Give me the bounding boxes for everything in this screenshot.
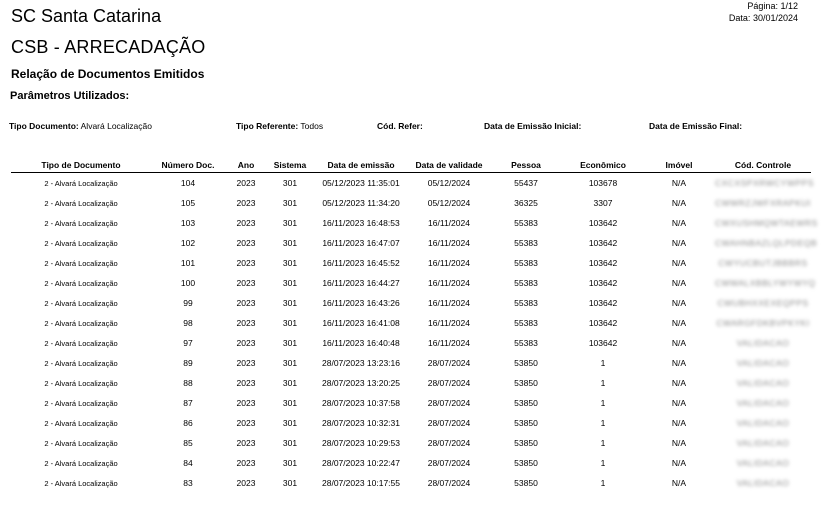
ano-cell: 2023 [236,458,256,468]
cod-controle-cell: VALIDACAO [736,338,790,348]
tipo-documento-cell: 2 - Alvará Localização [44,398,118,408]
sistema-cell: 301 [282,238,298,248]
column-header: Data de emissão [313,157,409,173]
imovel-cell: N/A [671,278,687,288]
tipo-documento-cell: 2 - Alvará Localização [44,218,118,228]
column-header: Sistema [267,157,313,173]
ano-cell: 2023 [236,418,256,428]
data-validade-cell: 16/11/2024 [428,318,470,328]
numero-doc-cell: 99 [183,298,193,308]
data-validade-cell: 28/07/2024 [427,478,471,488]
economico-cell: 103642 [588,278,618,288]
numero-doc-cell: 100 [180,278,196,288]
data-emissao-cell: 16/11/2023 16:44:27 [322,278,400,288]
date-value: 30/01/2024 [752,13,798,23]
tipo-documento-cell: 2 - Alvará Localização [44,198,118,208]
data-validade-cell: 16/11/2024 [428,298,470,308]
tipo-documento-cell: 2 - Alvará Localização [44,178,118,188]
cod-controle-cell: VALIDACAO [736,438,790,448]
imovel-cell: N/A [671,198,687,208]
numero-doc-cell: 105 [180,198,196,208]
tipo-documento-cell: 2 - Alvará Localização [44,318,118,328]
cod-controle-cell: VALIDACAO [736,418,790,428]
cod-controle-cell: VALIDACAO [736,378,790,388]
report-title: Relação de Documentos Emitidos [11,67,205,81]
table-row [11,413,811,433]
pessoa-cell: 55383 [514,298,538,308]
pessoa-cell: 53850 [514,418,538,428]
data-emissao-cell: 28/07/2023 10:32:31 [322,418,400,428]
economico-cell: 1 [600,418,606,428]
column-header: Pessoa [489,157,563,173]
tipo-documento-cell: 2 - Alvará Localização [44,258,118,268]
imovel-cell: N/A [671,358,687,368]
ano-cell: 2023 [236,198,256,208]
imovel-cell: N/A [671,178,687,188]
pessoa-cell: 53850 [514,438,538,448]
table-row [11,393,811,413]
sistema-cell: 301 [282,398,298,408]
table-row [11,173,811,194]
tipo-documento-cell: 2 - Alvará Localização [44,338,118,348]
sistema-cell: 301 [282,298,298,308]
economico-cell: 1 [600,398,606,408]
data-validade-cell: 05/12/2024 [427,198,471,208]
column-header: Ano [225,157,267,173]
sistema-cell: 301 [282,438,298,448]
filter-tipo-documento [9,121,152,131]
cod-controle-cell: VALIDACAO [736,478,790,488]
tipo-documento-cell: 2 - Alvará Localização [44,438,118,448]
tipo-documento-cell: 2 - Alvará Localização [44,478,118,488]
date-label: Data: [728,13,751,23]
numero-doc-cell: 86 [183,418,193,428]
sistema-cell: 301 [282,178,298,188]
tipo-documento-cell: 2 - Alvará Localização [44,458,118,468]
sistema-cell: 301 [282,458,298,468]
data-emissao-cell: 28/07/2023 10:37:58 [322,398,400,408]
ano-cell: 2023 [236,378,256,388]
cod-controle-cell: CWYUCBUTJBBBRS [718,258,808,268]
sistema-cell: 301 [282,278,298,288]
tipo-documento-cell: 2 - Alvará Localização [44,298,118,308]
filter-tipo-documento-label: Tipo Documento: [9,121,79,131]
page-value: 1/12 [780,1,798,11]
sistema-cell: 301 [282,338,298,348]
ano-cell: 2023 [236,358,256,368]
imovel-cell: N/A [671,218,687,228]
data-emissao-cell: 16/11/2023 16:48:53 [322,218,400,228]
page-label: Página: [747,1,778,11]
data-emissao-cell: 05/12/2023 11:35:01 [322,178,400,188]
economico-cell: 3307 [593,198,613,208]
cod-controle-cell: CXCXSPXRWCYWPPS [715,178,814,188]
data-validade-cell: 28/07/2024 [427,378,471,388]
imovel-cell: N/A [671,338,687,348]
organization-name: SC Santa Catarina [11,6,162,26]
data-validade-cell: 28/07/2024 [427,458,471,468]
numero-doc-cell: 87 [183,398,193,408]
table-row [11,213,811,233]
data-validade-cell: 28/07/2024 [427,438,471,448]
imovel-cell: N/A [671,318,687,328]
data-emissao-cell: 28/07/2023 13:23:16 [322,358,400,368]
data-emissao-cell: 16/11/2023 16:43:26 [322,298,400,308]
tipo-documento-cell: 2 - Alvará Localização [44,418,118,428]
ano-cell: 2023 [236,478,256,488]
data-validade-cell: 16/11/2024 [428,238,470,248]
parameters-title: Parâmetros Utilizados: [10,90,130,102]
numero-doc-cell: 84 [183,458,193,468]
imovel-cell: N/A [671,238,687,248]
numero-doc-cell: 101 [180,258,196,268]
documents-table [11,157,818,493]
economico-cell: 1 [600,358,606,368]
data-emissao-cell: 05/12/2023 11:34:20 [322,198,400,208]
ano-cell: 2023 [236,258,256,268]
system-title: CSB - ARRECADAÇÃO [11,37,206,57]
imovel-cell: N/A [671,298,687,308]
pessoa-cell: 55383 [514,338,538,348]
ano-cell: 2023 [236,278,256,288]
numero-doc-cell: 102 [180,238,196,248]
cod-controle-cell: CWUBHXXEXEQPPS [717,298,809,308]
page-info [729,0,798,12]
table-row [11,373,811,393]
filter-tipo-referente [236,121,323,131]
data-emissao-cell: 28/07/2023 10:17:55 [322,478,400,488]
economico-cell: 103642 [588,338,618,348]
economico-cell: 103642 [588,298,618,308]
ano-cell: 2023 [236,298,256,308]
numero-doc-cell: 85 [183,438,193,448]
numero-doc-cell: 103 [180,218,196,228]
table-header-row [11,157,811,173]
ano-cell: 2023 [236,338,256,348]
numero-doc-cell: 88 [183,378,193,388]
data-validade-cell: 05/12/2024 [427,178,471,188]
cod-controle-cell: VALIDACAO [736,358,790,368]
filter-data-inicial-label: Data de Emissão Inicial: [484,121,582,131]
imovel-cell: N/A [671,398,687,408]
pessoa-cell: 53850 [514,478,538,488]
numero-doc-cell: 104 [180,178,196,188]
pessoa-cell: 55383 [514,278,538,288]
economico-cell: 103642 [588,238,618,248]
report-meta [729,0,798,24]
filter-data-inicial [484,121,581,131]
economico-cell: 103642 [588,318,618,328]
economico-cell: 103642 [588,258,618,268]
data-validade-cell: 28/07/2024 [427,418,471,428]
table-row [11,293,811,313]
data-emissao-cell: 28/07/2023 10:22:47 [322,458,400,468]
pessoa-cell: 55437 [514,178,538,188]
cod-controle-cell: VALIDACAO [736,458,790,468]
table-row [11,353,811,373]
data-validade-cell: 16/11/2024 [428,258,470,268]
filter-data-final-label: Data de Emissão Final: [649,121,743,131]
data-emissao-cell: 16/11/2023 16:45:52 [322,258,400,268]
economico-cell: 1 [600,438,606,448]
numero-doc-cell: 97 [183,338,193,348]
cod-controle-cell: CWWRZJWFXRAPKUI [715,198,811,208]
table-row [11,453,811,473]
imovel-cell: N/A [671,438,687,448]
column-header: Cód. Controle [715,157,811,173]
filter-tipo-documento-value: Alvará Localização [80,121,152,131]
ano-cell: 2023 [236,318,256,328]
table-row [11,253,811,273]
data-validade-cell: 16/11/2024 [428,338,470,348]
table-body [11,173,818,494]
pessoa-cell: 36325 [514,198,538,208]
numero-doc-cell: 83 [183,478,193,488]
sistema-cell: 301 [282,358,298,368]
table-row [11,233,811,253]
column-header: Número Doc. [151,157,225,173]
sistema-cell: 301 [282,478,298,488]
data-emissao-cell: 16/11/2023 16:47:07 [322,238,400,248]
cod-controle-cell: VALIDACAO [736,398,790,408]
economico-cell: 1 [600,378,606,388]
data-emissao-cell: 16/11/2023 16:40:48 [322,338,400,348]
date-info [729,12,798,24]
filter-cod-refer [377,121,423,131]
ano-cell: 2023 [236,238,256,248]
pessoa-cell: 55383 [514,258,538,268]
data-emissao-cell: 28/07/2023 13:20:25 [322,378,400,388]
pessoa-cell: 53850 [514,378,538,388]
tipo-documento-cell: 2 - Alvará Localização [44,378,118,388]
sistema-cell: 301 [282,218,298,228]
column-header: Data de validade [409,157,489,173]
table-row [11,333,811,353]
imovel-cell: N/A [671,478,687,488]
ano-cell: 2023 [236,398,256,408]
table-row [11,313,811,333]
sistema-cell: 301 [282,318,298,328]
tipo-documento-cell: 2 - Alvará Localização [44,238,118,248]
pessoa-cell: 53850 [514,398,538,408]
table-row [11,193,811,213]
data-validade-cell: 28/07/2024 [427,398,471,408]
data-emissao-cell: 16/11/2023 16:41:08 [322,318,400,328]
pessoa-cell: 53850 [514,458,538,468]
filter-data-final [649,121,742,131]
cod-controle-cell: CWXUSHMQWTAEWRS [715,218,818,228]
filter-tipo-referente-value: Todos [300,121,324,131]
cod-controle-cell: CWWALXBBLYWYWYQ [715,278,816,288]
data-validade-cell: 16/11/2024 [428,278,470,288]
economico-cell: 103642 [588,218,618,228]
column-header: Tipo de Documento [11,157,151,173]
economico-cell: 1 [600,478,606,488]
sistema-cell: 301 [282,258,298,268]
imovel-cell: N/A [671,258,687,268]
imovel-cell: N/A [671,418,687,428]
column-header: Imóvel [643,157,715,173]
cod-controle-cell: CWARGFDKBVPKYKI [716,318,810,328]
pessoa-cell: 55383 [514,218,538,228]
table-row [11,433,811,453]
filter-tipo-referente-label: Tipo Referente: [236,121,299,131]
column-header: Econômico [563,157,643,173]
imovel-cell: N/A [671,378,687,388]
table-row [11,273,811,293]
ano-cell: 2023 [236,178,256,188]
sistema-cell: 301 [282,198,298,208]
tipo-documento-cell: 2 - Alvará Localização [44,358,118,368]
filter-cod-refer-label: Cód. Refer: [377,121,423,131]
pessoa-cell: 55383 [514,318,538,328]
economico-cell: 1 [600,458,606,468]
data-emissao-cell: 28/07/2023 10:29:53 [322,438,400,448]
ano-cell: 2023 [236,438,256,448]
numero-doc-cell: 98 [183,318,193,328]
ano-cell: 2023 [236,218,256,228]
sistema-cell: 301 [282,418,298,428]
data-validade-cell: 28/07/2024 [427,358,471,368]
tipo-documento-cell: 2 - Alvará Localização [44,278,118,288]
cod-controle-cell: CWAHNBAZLQLPDEQB [715,238,818,248]
sistema-cell: 301 [282,378,298,388]
data-validade-cell: 16/11/2024 [428,218,470,228]
numero-doc-cell: 89 [183,358,193,368]
pessoa-cell: 55383 [514,238,538,248]
economico-cell: 103678 [588,178,618,188]
imovel-cell: N/A [671,458,687,468]
table-row [11,473,811,493]
pessoa-cell: 53850 [514,358,538,368]
